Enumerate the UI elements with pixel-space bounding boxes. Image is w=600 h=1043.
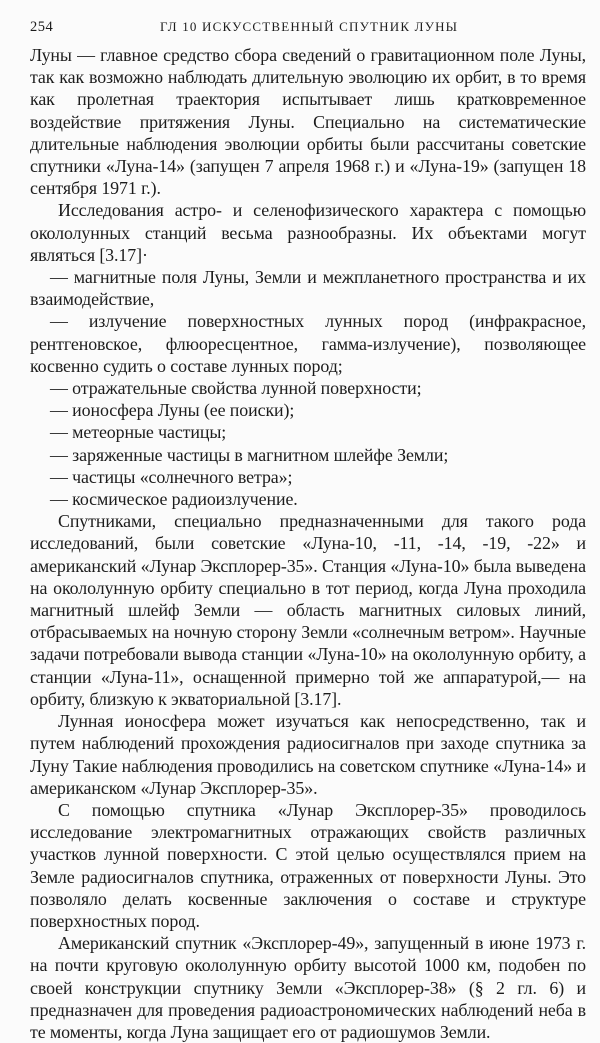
running-head: ГЛ 10 ИСКУССТВЕННЫЙ СПУТНИК ЛУНЫ xyxy=(160,19,459,34)
body-text xyxy=(30,44,586,1043)
list-item: — ионосфера Луны (ее поиски); xyxy=(50,400,295,421)
paragraph: Исследования астро- и селенофизического характера с помощью окололунных станций весьма разнообразны. Их объектами могут являться [3.17]· xyxy=(30,200,586,265)
paragraph: С помощью спутника «Лунар Эксплорер-35» проводилось исследование электромагнитных отражающих свойств различных участков лунной поверхности. С этой целью осуществлялся прием на Земле радиосигналов спутника, отраженных от поверхности Луны. Это позволяло делать косвенные заключения о составе и структуре поверхностных пород. xyxy=(30,799,586,931)
list-item: — магнитные поля Луны, Земли и межпланетного пространства и их взаимодействие, xyxy=(30,267,586,310)
book-page xyxy=(30,14,586,1043)
list-item: — излучение поверхностных лунных пород (инфракрасное, рентгеновское, флюоресцентное, гамма-излучение), позволяющее косвенно судить о составе лунных пород; xyxy=(30,311,586,376)
page-number: 254 xyxy=(30,19,54,35)
paragraph-continuation: Луны — главное средство сбора сведений о гравитационном поле Луны, так как возможно наблюдать длительную эволюцию их орбит, в то время как пролетная траектория испытывает лишь кратковременное воздействие притяжения Луны. Специально на систематические длительные наблюдения эволюции орбиты были рассчитаны советские спутники «Луна-14» (запущен 7 апреля 1968 г.) и «Луна-19» (запущен 18 сентября 1971 г.). xyxy=(30,45,586,199)
list-item: — заряженные частицы в магнитном шлейфе Земли; xyxy=(50,444,449,465)
list-item: — частицы «солнечного ветра»; xyxy=(50,466,293,487)
paragraph: Американский спутник «Эксплорер-49», запущенный в июне 1973 г. на почти круговую окололунную орбиту высотой 1000 км, подобен по своей конструкции спутнику Земли «Эксплорер-38» (§ 2 гл. 6) и предназначен для проведения радиоастрономических наблюдений неба в те моменты, когда Луна защищает его от радиошумов Земли. xyxy=(30,933,586,1042)
list-item: — отражательные свойства лунной поверхности; xyxy=(50,378,422,399)
paragraph: Спутниками, специально предназначенными для такого рода исследований, были советские «Луна-10, -11, -14, -19, -22» и американский «Лунар Эксплорер-35». Станция «Луна-10» была выведена на окололунную орбиту специально в тот период, когда Луна проходила магнитный шлейф Земли — область магнитных силовых линий, отбрасываемых на ночную сторону Земли «солнечным ветром». Научные задачи потребовали вывода станции «Луна-10» на окололунную орбиту, а станции «Луна-11», оснащенной примерно той же аппаратурой,— на орбиту, близкую к экваториальной [3.17]. xyxy=(30,511,586,709)
page-header xyxy=(30,14,586,44)
list-item: — космическое радиоизлучение. xyxy=(50,489,298,510)
list-item: — метеорные частицы; xyxy=(50,422,227,443)
paragraph: Лунная ионосфера может изучаться как непосредственно, так и путем наблюдений прохождения радиосигналов при заходе спутника за Луну Такие наблюдения проводились на советском спутнике «Луна-14» и американском «Лунар Эксплорер-35». xyxy=(30,711,586,798)
